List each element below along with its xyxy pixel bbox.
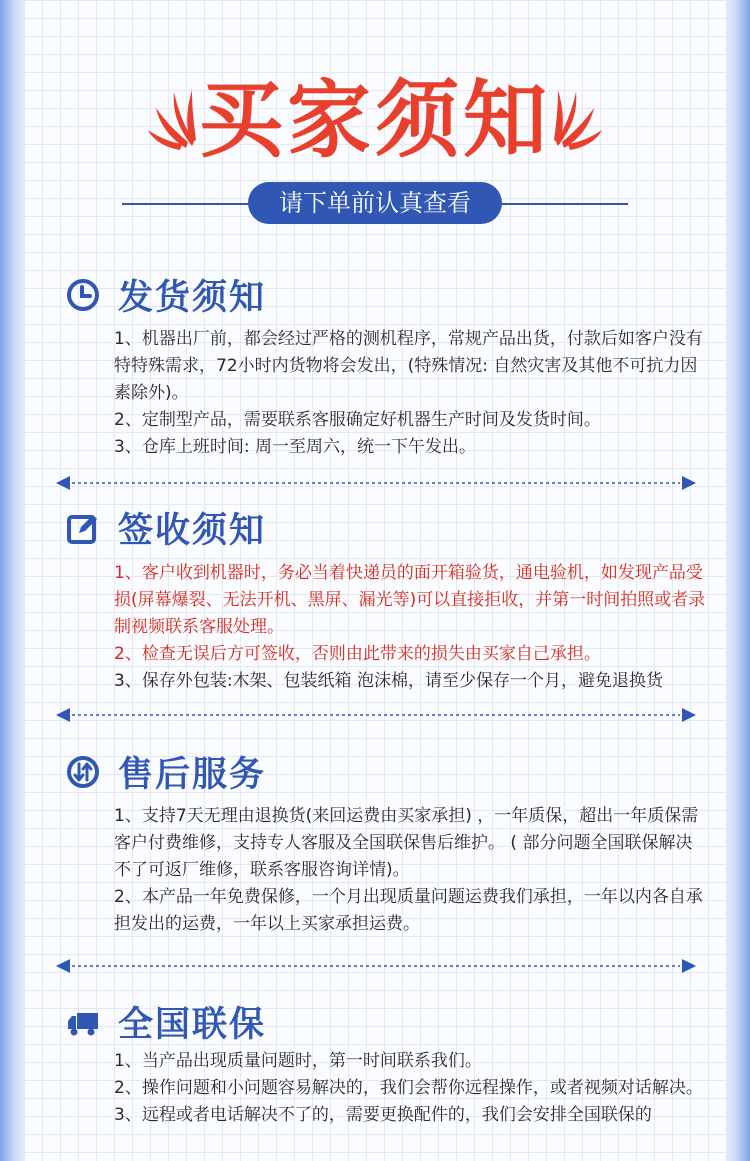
- page-title: 买家须知: [198, 71, 551, 169]
- section-receipt-header: [66, 506, 266, 550]
- section-shipping-header: [66, 273, 266, 317]
- subtitle-line-right: [488, 203, 628, 205]
- list-item: 3、远程或者电话解决不了的，需要更换配件的，我们会安排全国联保的: [114, 1105, 652, 1125]
- section-heading: 发货须知: [118, 278, 267, 318]
- section-warranty-body: [114, 1048, 706, 1129]
- section-shipping-body: [114, 326, 706, 461]
- edit-icon: [66, 511, 100, 545]
- list-item: 1、支持7天无理由退换货(来回运费由买家承担) ，一年质保，超出一年质保需客户付费维修，支持专人客服及全国联保售后维护。 ( 部分问题全国联保解决不了可返厂维修，联系客服咨询详情)。: [114, 806, 699, 880]
- section-divider: [56, 708, 696, 722]
- section-aftersales-body: [114, 803, 706, 938]
- list-item: 3、保存外包装:木架、包装纸箱 泡沫棉，请至少保存一个月，避免退换货: [114, 671, 663, 691]
- section-receipt-body: [114, 560, 706, 695]
- list-item: 1、当产品出现质量问题时，第一时间联系我们。: [114, 1051, 482, 1071]
- subtitle-badge: 请下单前认真查看: [248, 182, 502, 224]
- section-heading: 售后服务: [118, 755, 267, 795]
- section-heading: 全国联保: [118, 1005, 267, 1045]
- subtitle-line-left: [122, 203, 262, 205]
- list-item: 1、机器出厂前，都会经过严格的测机程序，常规产品出货，付款后如客户没有特特殊需求，72小时内货物将会发出，(特殊情况: 自然灾害及其他不可抗力因素除外)。: [114, 329, 703, 403]
- list-item: 1、客户收到机器时，务必当着快递员的面开箱验货，通电验机，如发现产品受损(屏幕爆裂、无法开机、黑屏、漏光等)可以直接拒收，并第一时间拍照或者录制视频联系客服处理。: [114, 563, 706, 637]
- list-item: 2、检查无误后方可签收，否则由此带来的损失由买家自己承担。: [114, 644, 601, 664]
- exchange-icon: [66, 755, 100, 789]
- clock-icon: [66, 278, 100, 312]
- list-item: 3、仓库上班时间: 周一至周六，统一下午发出。: [114, 437, 476, 457]
- list-item: 2、操作问题和小问题容易解决的，我们会帮你远程操作，或者视频对话解决。: [114, 1078, 703, 1098]
- section-warranty-header: [66, 1000, 266, 1044]
- list-item: 2、本产品一年免费保修，一个月出现质量问题运费我们承担，一年以内各自承担发出的运费，一年以上买家承担运费。: [114, 887, 703, 934]
- truck-icon: [66, 1005, 100, 1039]
- section-heading: 签收须知: [118, 511, 267, 551]
- list-item: 2、定制型产品，需要联系客服确定好机器生产时间及发货时间。: [114, 410, 601, 430]
- section-aftersales-header: [66, 750, 266, 794]
- section-divider: [56, 476, 696, 490]
- section-divider: [56, 959, 696, 973]
